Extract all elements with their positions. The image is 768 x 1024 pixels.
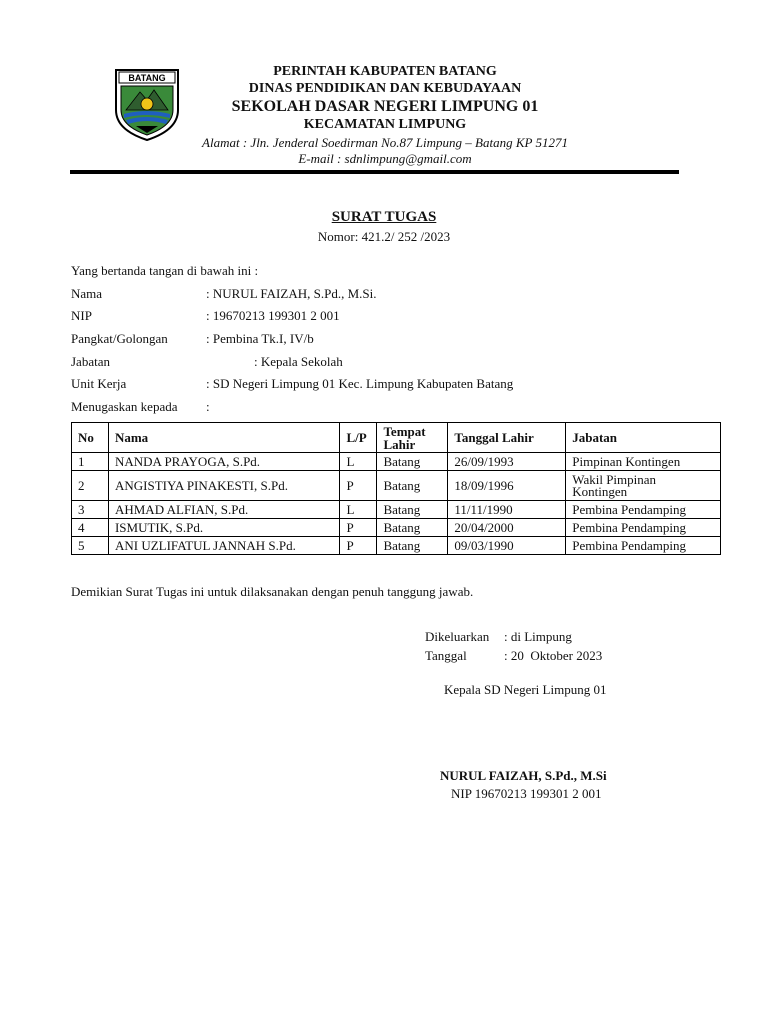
cell-no: 5 (72, 537, 109, 555)
pangkat-label: Pangkat/Golongan (71, 331, 168, 346)
signature-nip: NIP 19670213 199301 2 001 (451, 786, 602, 801)
cell-lp: P (340, 519, 377, 537)
cell-tempat-lahir: Batang (377, 519, 448, 537)
table-row (72, 501, 721, 519)
cell-lp: P (340, 471, 377, 501)
letterhead-school: SEKOLAH DASAR NEGERI LIMPUNG 01 (231, 98, 539, 115)
letter-number: Nomor: 421.2/ 252 /2023 (317, 229, 451, 244)
signature-position: Kepala SD Negeri Limpung 01 (444, 682, 607, 697)
nip-value: : 19670213 199301 2 001 (206, 308, 340, 323)
letterhead-department: DINAS PENDIDIKAN DAN KEBUDAYAAN (248, 81, 522, 96)
header-no: No (72, 423, 109, 453)
header-lp: L/P (340, 423, 377, 453)
cell-tempat-lahir: Batang (377, 471, 448, 501)
cell-tanggal-lahir: 20/04/2000 (448, 519, 566, 537)
header-jabatan: Jabatan (566, 423, 721, 453)
cell-tempat-lahir: Batang (377, 537, 448, 555)
letterhead-email: E-mail : sdnlimpung@gmail.com (298, 151, 472, 166)
cell-jabatan: Wakil Pimpinan Kontingen (566, 471, 721, 501)
closing-text: Demikian Surat Tugas ini untuk dilaksanakan dengan penuh tanggung jawab. (71, 584, 474, 599)
issued-place-label: Dikeluarkan (425, 629, 490, 644)
letterhead-district: KECAMATAN LIMPUNG (303, 117, 467, 132)
letter-title: SURAT TUGAS (331, 209, 437, 225)
cell-lp: L (340, 453, 377, 471)
cell-jabatan: Pimpinan Kontingen (566, 453, 721, 471)
cell-tanggal-lahir: 11/11/1990 (448, 501, 566, 519)
nip-label: NIP (71, 308, 92, 323)
issued-date-label: Tanggal (425, 648, 467, 663)
cell-tanggal-lahir: 18/09/1996 (448, 471, 566, 501)
cell-jabatan: Pembina Pendamping (566, 537, 721, 555)
header-nama: Nama (108, 423, 340, 453)
cell-tanggal-lahir: 09/03/1990 (448, 537, 566, 555)
cell-no: 3 (72, 501, 109, 519)
signature-name: NURUL FAIZAH, S.Pd., M.Si (440, 768, 607, 783)
cell-nama: NANDA PRAYOGA, S.Pd. (108, 453, 340, 471)
table-row (72, 537, 721, 555)
header-tanggal-lahir: Tanggal Lahir (448, 423, 566, 453)
header-tempat-lahir: Tempat Lahir (377, 423, 448, 453)
cell-jabatan: Pembina Pendamping (566, 501, 721, 519)
cell-no: 2 (72, 471, 109, 501)
cell-lp: P (340, 537, 377, 555)
cell-no: 4 (72, 519, 109, 537)
table-header-row (72, 423, 721, 453)
issued-place-value: : di Limpung (504, 629, 572, 644)
cell-no: 1 (72, 453, 109, 471)
jabatan-value: : Kepala Sekolah (254, 354, 343, 369)
cell-nama: AHMAD ALFIAN, S.Pd. (108, 501, 340, 519)
pangkat-value: : Pembina Tk.I, IV/b (206, 331, 314, 346)
intro-text: Yang bertanda tangan di bawah ini : (71, 263, 259, 278)
letterhead-address: Alamat : Jln. Jenderal Soedirman No.87 Limpung – Batang KP 51271 (202, 135, 568, 150)
cell-tempat-lahir: Batang (377, 501, 448, 519)
logo-text: BATANG (128, 73, 166, 83)
cell-jabatan: Pembina Pendamping (566, 519, 721, 537)
letterhead-divider (70, 170, 679, 174)
table-row (72, 471, 721, 501)
issued-date-value: : 20 Oktober 2023 (504, 648, 603, 663)
cell-tempat-lahir: Batang (377, 453, 448, 471)
table-row (72, 519, 721, 537)
cell-tanggal-lahir: 26/09/1993 (448, 453, 566, 471)
cell-lp: L (340, 501, 377, 519)
nama-label: Nama (71, 286, 103, 301)
letterhead-government: PERINTAH KABUPATEN BATANG (273, 64, 497, 79)
nama-value: : NURUL FAIZAH, S.Pd., M.Si. (206, 286, 377, 301)
assign-label: Menugaskan kepada (71, 399, 178, 414)
assignees-table (71, 422, 721, 555)
assign-colon: : (206, 399, 210, 414)
cell-nama: ANI UZLIFATUL JANNAH S.Pd. (108, 537, 340, 555)
unit-kerja-value: : SD Negeri Limpung 01 Kec. Limpung Kabupaten Batang (206, 376, 514, 391)
unit-kerja-label: Unit Kerja (71, 376, 127, 391)
jabatan-label: Jabatan (71, 354, 110, 369)
cell-nama: ISMUTIK, S.Pd. (108, 519, 340, 537)
table-row (72, 453, 721, 471)
cell-nama: ANGISTIYA PINAKESTI, S.Pd. (108, 471, 340, 501)
